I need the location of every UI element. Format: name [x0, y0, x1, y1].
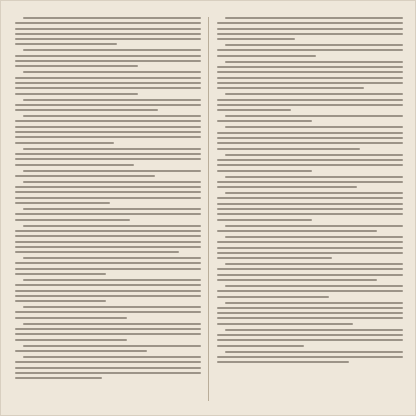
text-line [23, 17, 201, 19]
text-line [15, 186, 201, 188]
text-paragraph [15, 17, 201, 45]
text-line [225, 302, 403, 304]
text-line [217, 312, 403, 314]
text-line [15, 202, 110, 204]
text-line [15, 300, 106, 302]
text-line [15, 164, 134, 166]
text-line [217, 290, 403, 292]
text-paragraph [15, 148, 201, 166]
text-line [23, 148, 201, 150]
text-line [225, 176, 403, 178]
text-line [217, 55, 316, 57]
text-line [217, 241, 403, 243]
text-line [225, 17, 403, 19]
text-line [217, 230, 377, 232]
text-line [217, 339, 403, 341]
text-line [217, 164, 403, 166]
text-line [23, 225, 201, 227]
text-line [23, 356, 201, 358]
text-line [15, 268, 201, 270]
text-line [15, 230, 201, 232]
text-paragraph [15, 306, 201, 319]
text-line [15, 311, 201, 313]
right-column [217, 17, 403, 401]
text-line [217, 317, 403, 319]
text-line [225, 115, 403, 117]
text-paragraph [15, 323, 201, 341]
text-line [217, 109, 291, 111]
text-line [217, 82, 403, 84]
text-line [217, 77, 403, 79]
text-line [15, 142, 114, 144]
text-line [217, 99, 403, 101]
text-line [15, 361, 201, 363]
text-paragraph [217, 93, 403, 111]
text-line [15, 197, 201, 199]
text-line [23, 71, 201, 73]
text-paragraph [15, 356, 201, 379]
text-line [15, 219, 130, 221]
text-line [225, 285, 403, 287]
text-line [15, 65, 138, 67]
text-line [15, 104, 201, 106]
text-line [225, 93, 403, 95]
text-line [217, 120, 312, 122]
text-line [15, 290, 201, 292]
text-line [23, 181, 201, 183]
text-line [217, 22, 403, 24]
text-line [217, 274, 403, 276]
text-line [15, 367, 201, 369]
text-line [217, 197, 403, 199]
text-paragraph [217, 61, 403, 89]
text-line [217, 66, 403, 68]
text-paragraph [217, 302, 403, 325]
text-paragraph [15, 257, 201, 275]
text-paragraph [217, 17, 403, 40]
text-line [217, 323, 353, 325]
text-paragraph [15, 170, 201, 177]
text-line [217, 252, 403, 254]
text-line [15, 38, 201, 40]
text-line [225, 44, 403, 46]
text-line [225, 329, 403, 331]
text-line [217, 159, 403, 161]
text-line [217, 33, 403, 35]
text-paragraph [217, 236, 403, 259]
text-paragraph [15, 345, 201, 352]
text-paragraph [217, 176, 403, 189]
text-line [15, 333, 201, 335]
text-line [217, 186, 357, 188]
text-line [217, 49, 403, 51]
text-line [15, 43, 117, 45]
text-line [15, 295, 201, 297]
text-paragraph [217, 351, 403, 364]
text-line [217, 137, 403, 139]
text-line [15, 317, 127, 319]
text-line [23, 115, 201, 117]
text-paragraph [217, 225, 403, 232]
text-line [23, 170, 201, 172]
text-line [217, 148, 360, 150]
text-line [15, 328, 201, 330]
text-line [217, 132, 403, 134]
text-line [217, 28, 403, 30]
text-line [15, 55, 201, 57]
text-line [217, 307, 403, 309]
text-line [217, 334, 403, 336]
text-line [23, 345, 201, 347]
text-paragraph [15, 49, 201, 67]
text-line [217, 296, 329, 298]
text-line [23, 208, 201, 210]
text-line [217, 247, 403, 249]
text-paragraph [15, 99, 201, 112]
text-line [217, 208, 403, 210]
text-line [217, 71, 403, 73]
text-line [15, 372, 201, 374]
column-divider [208, 17, 209, 401]
text-paragraph [217, 115, 403, 122]
text-line [217, 257, 332, 259]
text-line [23, 306, 201, 308]
text-paragraph [217, 329, 403, 347]
text-line [15, 120, 201, 122]
text-line [15, 126, 201, 128]
text-paragraph [15, 225, 201, 253]
text-line [15, 93, 138, 95]
text-line [217, 361, 349, 363]
text-line [15, 284, 201, 286]
text-paragraph [15, 208, 201, 221]
text-line [15, 87, 201, 89]
text-line [15, 175, 155, 177]
text-line [225, 192, 403, 194]
text-paragraph [15, 115, 201, 143]
text-line [217, 181, 403, 183]
text-line [217, 213, 403, 215]
text-line [15, 109, 158, 111]
text-line [23, 99, 201, 101]
text-line [217, 268, 403, 270]
text-line [15, 28, 201, 30]
text-line [217, 356, 403, 358]
text-line [225, 126, 403, 128]
text-paragraph [217, 285, 403, 298]
text-line [15, 350, 147, 352]
text-line [23, 323, 201, 325]
text-line [15, 241, 201, 243]
text-line [23, 279, 201, 281]
text-line [225, 351, 403, 353]
text-line [15, 22, 201, 24]
text-line [15, 136, 201, 138]
text-line [217, 87, 364, 89]
text-line [23, 49, 201, 51]
text-line [217, 279, 377, 281]
text-line [15, 377, 102, 379]
text-line [23, 257, 201, 259]
text-line [15, 131, 201, 133]
text-line [225, 225, 403, 227]
text-paragraph [217, 126, 403, 149]
text-line [217, 345, 304, 347]
text-line [225, 154, 403, 156]
text-paragraph [217, 192, 403, 220]
text-paragraph [217, 44, 403, 57]
text-line [15, 33, 201, 35]
text-paragraph [217, 154, 403, 172]
text-line [217, 142, 403, 144]
text-line [225, 236, 403, 238]
text-line [217, 38, 295, 40]
text-line [15, 82, 201, 84]
text-line [217, 203, 403, 205]
text-paragraph [217, 263, 403, 281]
text-line [15, 191, 201, 193]
text-paragraph [15, 279, 201, 302]
text-line [15, 213, 201, 215]
text-line [15, 246, 201, 248]
text-line [217, 219, 312, 221]
text-paragraph [15, 71, 201, 94]
text-line [15, 235, 201, 237]
text-line [217, 104, 403, 106]
text-line [225, 263, 403, 265]
text-line [15, 273, 106, 275]
text-line [225, 61, 403, 63]
text-line [15, 158, 201, 160]
left-column [15, 17, 201, 401]
text-line [15, 251, 179, 253]
text-line [217, 170, 312, 172]
text-line [15, 77, 201, 79]
text-line [15, 153, 201, 155]
text-line [15, 60, 201, 62]
text-line [15, 262, 201, 264]
text-paragraph [15, 181, 201, 204]
text-line [15, 339, 127, 341]
